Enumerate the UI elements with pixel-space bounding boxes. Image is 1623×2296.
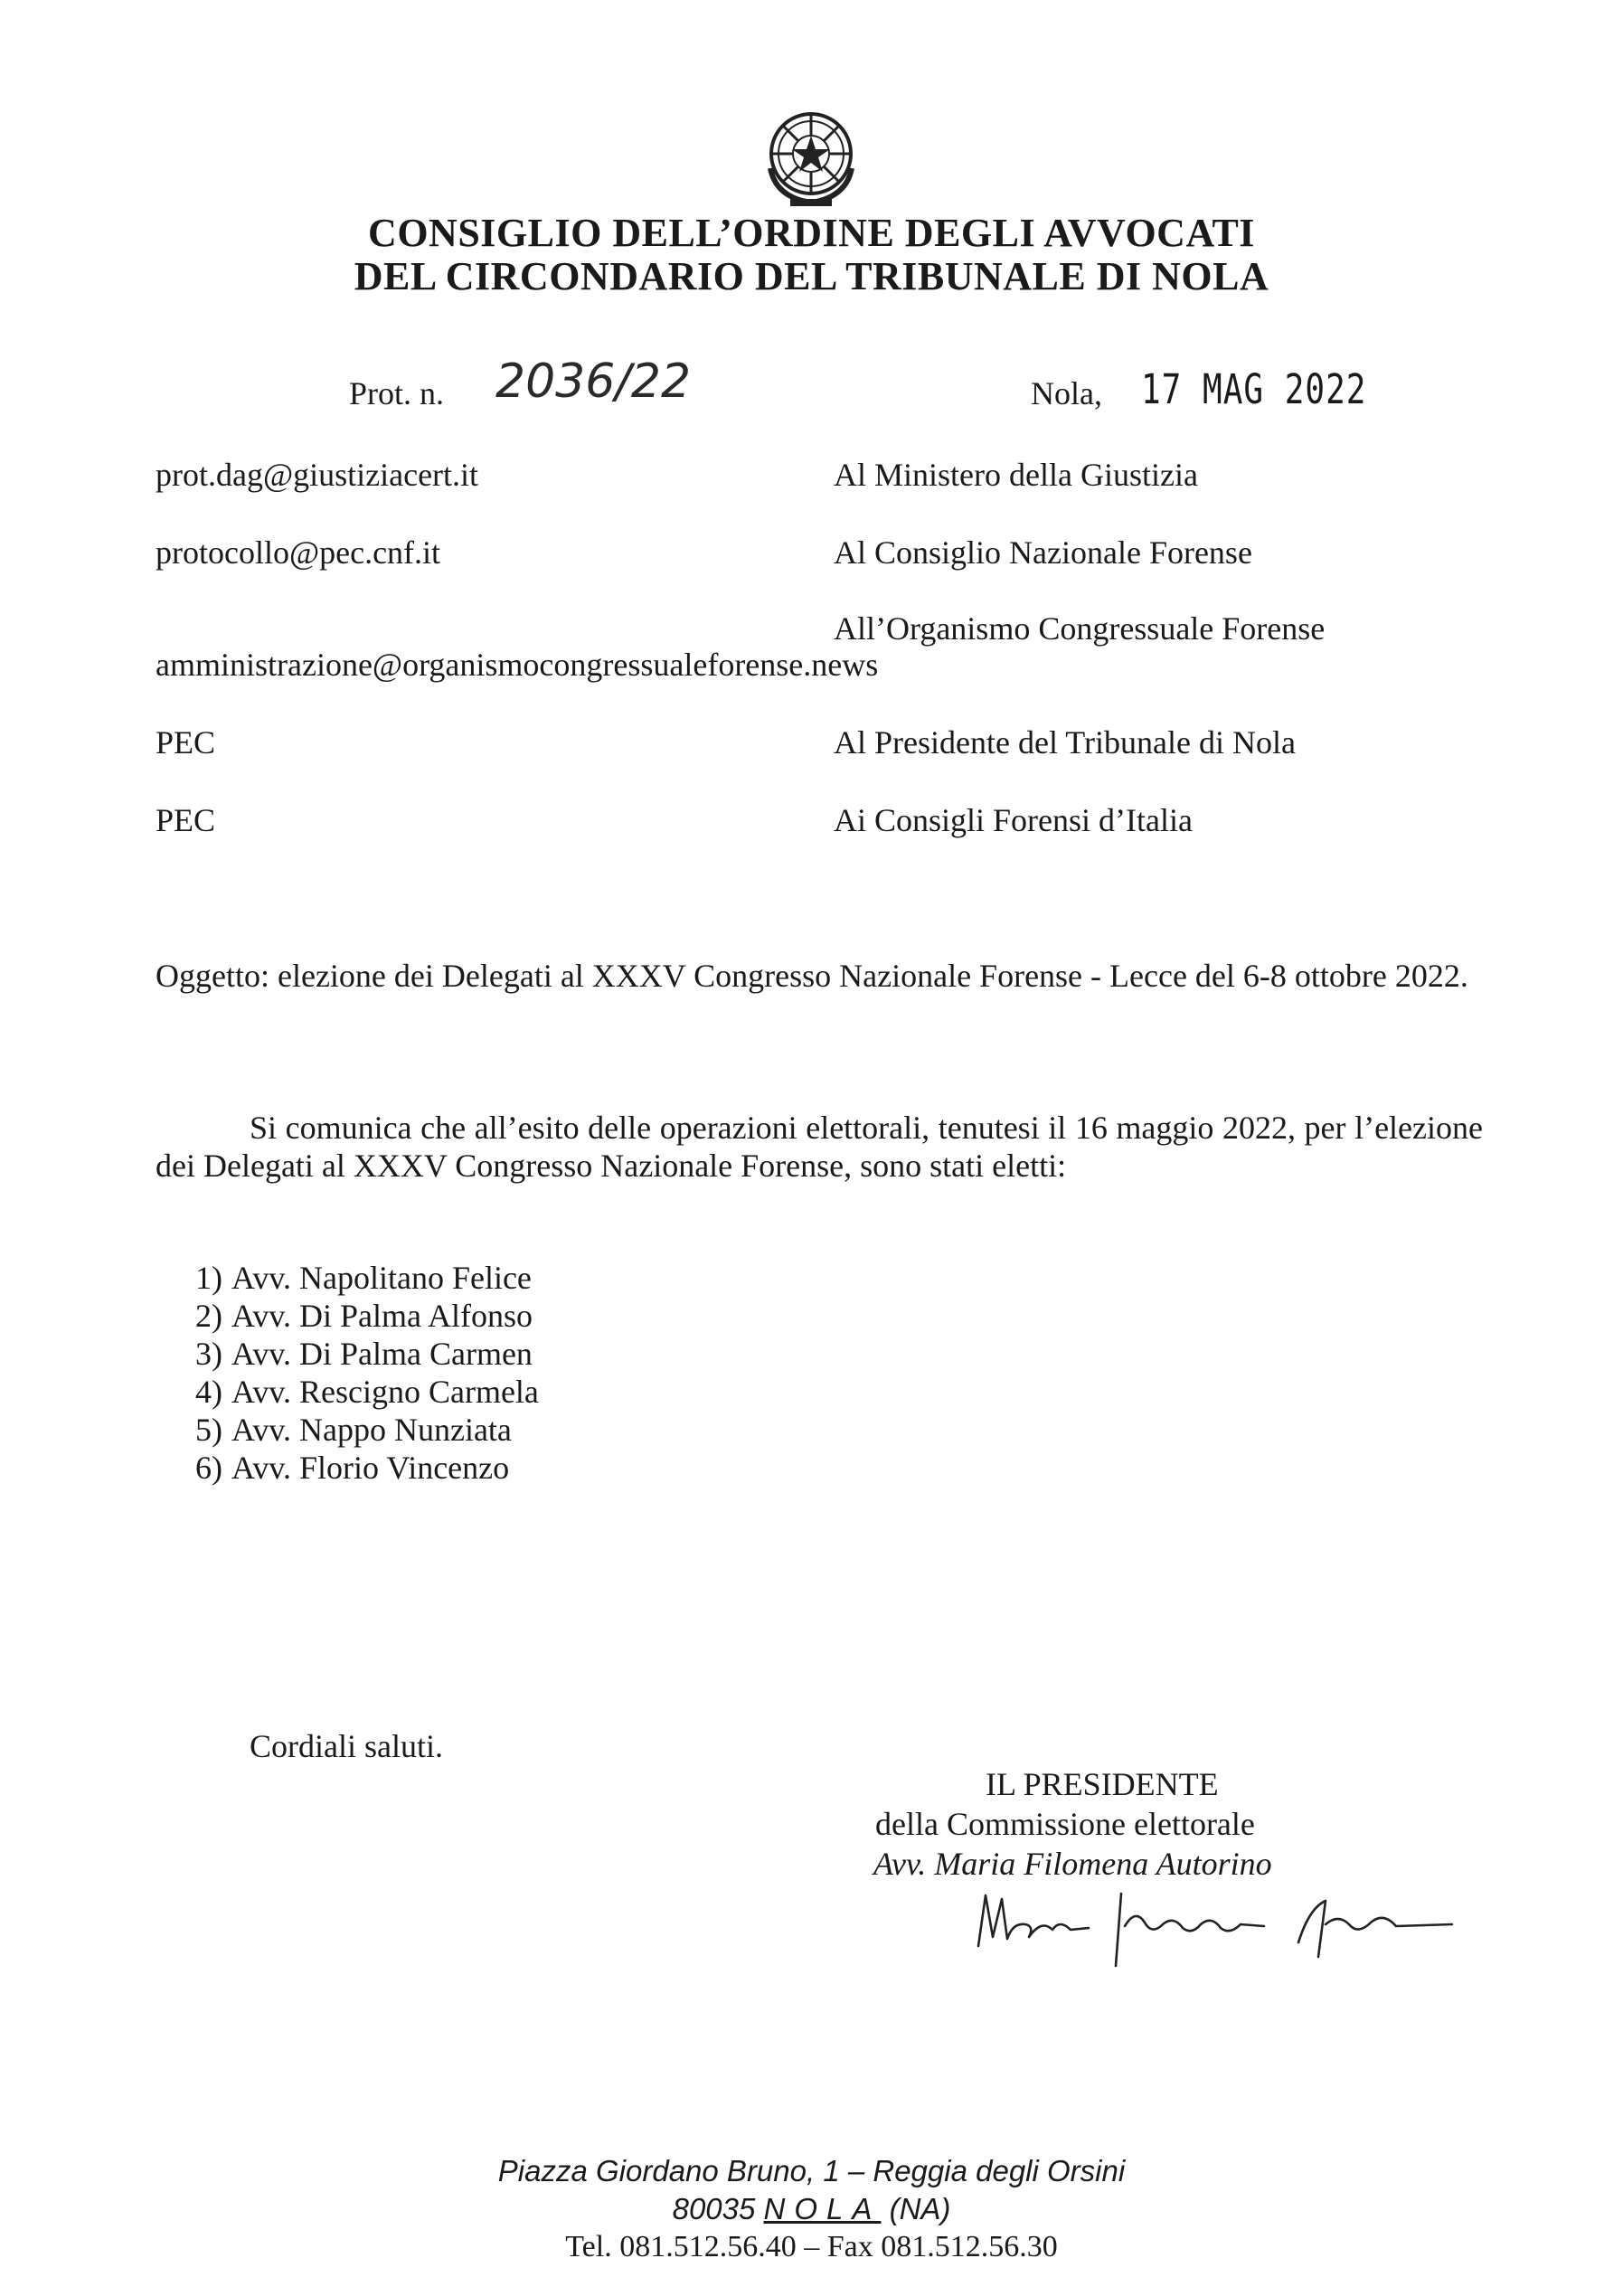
recipient-email-3: amministrazione@organismocongressualeforense.news: [156, 647, 879, 683]
recipient-4: Al Presidente del Tribunale di Nola: [834, 724, 1296, 761]
footer-city: NOLA: [763, 2192, 882, 2225]
recipient-3: All’Organismo Congressuale Forense: [834, 610, 1326, 647]
list-item: [172, 1259, 539, 1297]
header-line-1: CONSIGLIO DELL’ORDINE DEGLI AVVOCATI: [368, 211, 1255, 255]
recipient-channel-4: PEC: [156, 724, 216, 761]
recipient-channel-5: PEC: [156, 802, 216, 838]
protocol-number: 2036/22: [495, 354, 692, 409]
list-item: [172, 1411, 539, 1449]
place-label: Nola,: [1031, 375, 1102, 411]
body-paragraph: [156, 1109, 1483, 1185]
list-item: [172, 1297, 539, 1335]
footer-contacts: Tel. 081.512.56.40 – Fax 081.512.56.30: [565, 2230, 1058, 2263]
subject: Oggetto: elezione dei Delegati al XXXV Congresso Nazionale Forense - Lecce del 6-8 ottobre 2022.: [156, 958, 1468, 994]
footer-cap: 80035: [672, 2192, 756, 2225]
list-item: [172, 1335, 539, 1373]
recipient-email-2: protocollo@pec.cnf.it: [156, 534, 441, 571]
header-line-2: DEL CIRCONDARIO DEL TRIBUNALE DI NOLA: [354, 254, 1269, 298]
list-item-name: Avv. Di Palma Alfonso: [231, 1298, 533, 1334]
list-item-number: 5): [195, 1412, 222, 1448]
list-item-number: 3): [195, 1336, 222, 1372]
handwritten-signature: [958, 1883, 1465, 1970]
list-item-name: Avv. Rescigno Carmela: [231, 1374, 539, 1410]
footer-province: (NA): [889, 2192, 951, 2225]
closing: Cordiali saluti.: [250, 1728, 443, 1764]
protocol-label: Prot. n.: [349, 375, 445, 411]
list-item-name: Avv. Napolitano Felice: [231, 1260, 532, 1296]
recipient-email-1: prot.dag@giustiziacert.it: [156, 457, 479, 493]
recipient-2: Al Consiglio Nazionale Forense: [834, 534, 1252, 571]
list-item-number: 4): [195, 1374, 222, 1410]
footer-city-line: [0, 2192, 1623, 2226]
recipient-1: Al Ministero della Giustizia: [834, 457, 1198, 493]
list-item: [172, 1449, 539, 1487]
signature-name: Avv. Maria Filomena Autorino: [873, 1846, 1272, 1882]
list-item-number: 1): [195, 1260, 222, 1296]
footer-address: Piazza Giordano Bruno, 1 – Reggia degli Orsini: [497, 2154, 1126, 2187]
list-item-number: 6): [195, 1450, 222, 1486]
list-item: [172, 1373, 539, 1411]
list-item-name: Avv. Di Palma Carmen: [231, 1336, 533, 1372]
date-stamp: 17 MAG 2022: [1141, 367, 1367, 414]
list-item-name: Avv. Florio Vincenzo: [231, 1450, 510, 1486]
recipient-5: Ai Consigli Forensi d’Italia: [834, 802, 1193, 838]
list-item-number: 2): [195, 1298, 222, 1334]
italian-republic-emblem-icon: [758, 101, 864, 210]
body-text: Si comunica che all’esito delle operazioni elettorali, tenutesi il 16 maggio 2022, per l’elezione dei Delegati al XXXV Congresso Nazionale Forense, sono stati eletti:: [156, 1110, 1483, 1184]
list-item-name: Avv. Nappo Nunziata: [231, 1412, 512, 1448]
elected-list: [172, 1259, 539, 1487]
signature-role: della Commissione elettorale: [875, 1806, 1255, 1842]
signature-title: IL PRESIDENTE: [986, 1766, 1219, 1802]
